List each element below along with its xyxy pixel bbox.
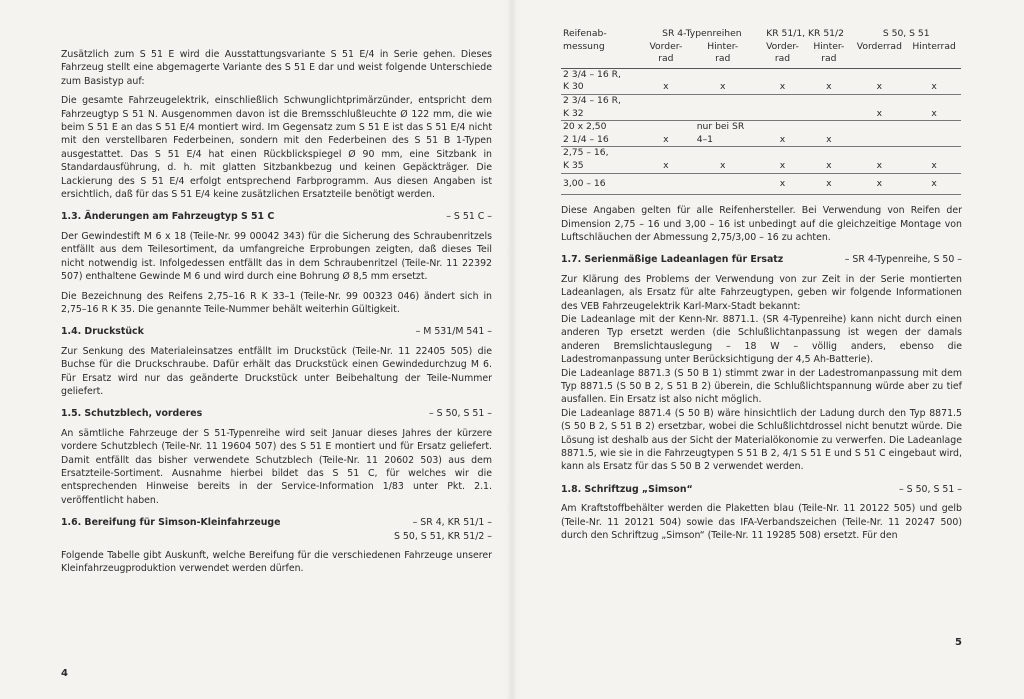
section-title: 1.3. Änderungen am Fahrzeugtyp S 51 C [61, 211, 275, 223]
section-1-6-header [61, 516, 492, 543]
section-1-7-paragraph-3: Die Ladeanlage 8871.3 (S 50 B 1) stimmt zwar in der Ladestromanpassung mit dem Typ 8871.5 (S 50 B 2, S 51 B 2) überein, die Schlußlichtspannung würde aber zu tief ausfallen. Ein Ersatz ist also nicht möglich. [561, 367, 962, 406]
cell-value: x [826, 81, 832, 93]
table-cell [759, 147, 806, 173]
section-1-3-paragraph-2: Die Bezeichnung des Reifens 2,75–16 R K 33–1 (Teile-Nr. 99 00323 046) ändert sich in 2,75–16 R K 35. Die genannte Teile-Nummer behält weiterhin Gültigkeit. [61, 290, 492, 315]
intro-paragraph: Zusätzlich zum S 51 E wird die Ausstattungsvariante S 51 E/4 in Serie gehen. Dieses Fahrzeug stellt eine abgemagerte Variante des S 51 E dar und weist folgende Unterschiede zum Basistyp auf: [61, 49, 492, 87]
cell-value: x [663, 159, 669, 171]
subheader-line: Hinter- [707, 40, 739, 52]
table-row [561, 94, 961, 120]
table-cell [806, 68, 851, 94]
subheader-cell [851, 41, 907, 66]
row-label-line: 20 x 2,50 [563, 121, 607, 133]
table-cell [907, 94, 961, 120]
table-cell [645, 94, 687, 120]
row-label [561, 94, 645, 120]
table-header-cell: messung [563, 40, 605, 52]
section-1-7-paragraph-2: Die Ladeanlage mit der Kenn-Nr. 8871.1. (SR 4-Typenreihe) kann nicht durch einen anderen Typ ersetzt werden (die Schlußlichtanpassung ist wegen der damals anderen Bremslichtauslegung – 18 W – völlig anders, ebenso die Ladestromanpassung unter Berücksichtigung der 4,5 Ah-Batterie). [561, 313, 962, 366]
cell-value: x [779, 81, 786, 93]
section-1-3-paragraph-1: Der Gewindestift M 6 x 18 (Teile-Nr. 99 00042 343) für die Sicherung des Schraubenritzels entfällt aus dem Teilesortiment, da umfangreiche Erprobungen zeigten, daß dieses Teil nicht notwendig ist. Infolgedessen entfällt das in dem Schraubenritzel (Teile-Nr. 11 22392 507) enthaltene Gewinde M 6 und wird durch eine Bohrung Ø 8,5 mm ersetzt. [61, 230, 492, 283]
cell-value: x [876, 159, 883, 171]
tire-table-group-header-row [561, 28, 961, 41]
section-1-5-paragraph: An sämtliche Fahrzeuge der S 51-Typenreihe wird seit Januar dieses Jahres der kürzere vordere Schutzblech (Teile-Nr. 11 19604 507) des S 51 E montiert und für Ersatz geliefert. Damit entfällt das bisher verwendete Schutzblech (Teile-Nr. 11 20602 503) aus dem Ersatzteile-Sortiment. Ausnahme hierbei bildet das S 51 C, für welches wir die entsprechenden Hinweise bereits in der Service-Information 1/83 unter Pkt. 2.1. veröffentlicht haben. [61, 427, 492, 506]
table-row [561, 147, 961, 173]
cell-value: x [663, 133, 669, 145]
section-1-4-header [61, 325, 492, 338]
cell-value: x [720, 81, 726, 93]
section-title: 1.7. Serienmäßige Ladeanlagen für Ersatz [561, 254, 784, 266]
cell-value: nur bei SR 4–1 [696, 121, 745, 145]
table-cell [851, 94, 907, 120]
page-number: 4 [61, 668, 68, 679]
cell-value: x [826, 133, 832, 145]
table-header-cell: Reifenab- [563, 28, 607, 39]
table-cell [851, 68, 907, 94]
tire-table-body [561, 68, 961, 194]
subheader-line: Vorder- [649, 40, 683, 52]
row-label-line: K 32 [563, 107, 584, 119]
table-row [561, 68, 961, 94]
right-page [512, 0, 1024, 699]
table-cell [851, 147, 907, 173]
cell-value: x [876, 81, 883, 93]
table-cell [806, 173, 851, 195]
row-label [561, 147, 645, 173]
section-1-7-paragraph-4: Die Ladeanlage 8871.4 (S 50 B) wäre hinsichtlich der Ladung durch den Typ 8871.5 (S 50 B 2, S 51 B 2) ersetzbar, wobei die Schlußlichtdrossel nicht benutzt würde. Die Lösung ist deshalb aus der Sicht der Materialökonomie zu verwerfen. Die Ladeanlage 8871.5, wie sie in die Fahrzeugtypen S 51 B 2, 4/1 S 51 E und S 51 C eingebaut wird, kann als Ersatz für das S 50 B 2 verwendet werden. [561, 407, 962, 473]
subheader-line: Hinterrad [912, 40, 956, 52]
cell-value: x [826, 159, 832, 171]
cell-value: x [931, 159, 937, 171]
electrics-paragraph: Die gesamte Fahrzeugelektrik, einschließlich Schwunglichtprimärzünder, entspricht dem Fahrzeugtyp S 51 N. Ausgenommen davon ist die Bremsschlußleuchte Ø 122 mm, die wie beim S 51 E an das S 51 E/4 montiert wird. Im Gegensatz zum S 51 E ist das S 51 E/4 nicht mit den verstellbaren Federbeinen, sondern mit den Federbeinen des S 51 B 1-Typen ausgestattet. Das S 51 E/4 hat einen Rückblickspiegel Ø 90 mm, eine Sitzbank in Standardausführung, d. h. mit glatten Sitzbankbezug und keinen Gepäckträger. Die Lackierung des S 51 E/4 erfolgt entsprechend Farbprogramm. Aus diesen Angaben ist ersichtlich, daß für das S 51 E/4 keine zusätzlichen Ersatzteile benötigt werden. [61, 95, 492, 201]
section-models: – SR 4-Typenreihe, S 50 – [844, 254, 962, 266]
subheader-line: rad [715, 53, 731, 65]
subheader-line: Vorderrad [856, 40, 902, 52]
section-models-line-2: S 50, S 51, KR 51/2 – [393, 530, 492, 542]
table-cell [645, 147, 687, 173]
cell-value: x [779, 177, 786, 189]
table-cell [907, 147, 961, 173]
section-title: 1.8. Schriftzug „Simson“ [561, 483, 693, 495]
table-cell [645, 68, 687, 94]
table-cell [759, 121, 806, 147]
subheader-line: rad [658, 53, 674, 65]
row-label-line: K 35 [563, 159, 584, 171]
cell-value: x [931, 81, 937, 93]
section-title: 1.5. Schutzblech, vorderes [61, 408, 203, 420]
section-title: 1.6. Bereifung für Simson-Kleinfahrzeuge [61, 517, 281, 529]
group-header-s50-s51: S 50, S 51 [882, 28, 930, 39]
table-cell [907, 173, 961, 195]
tire-table [561, 28, 961, 195]
cell-value: x [826, 177, 832, 189]
table-cell [645, 121, 687, 147]
section-models: – S 50, S 51 – [898, 483, 962, 495]
table-row [561, 173, 961, 195]
row-label-line: 2 3/4 – 16 R, [563, 68, 621, 80]
tire-table-subheader-row [561, 41, 961, 66]
cell-value: x [779, 133, 786, 145]
row-label-line: K 30 [563, 81, 584, 93]
section-models-line-1: – SR 4, KR 51/1 – [412, 517, 492, 529]
section-1-3-header [61, 210, 492, 223]
cell-value: x [663, 81, 669, 93]
row-label-line: 2 3/4 – 16 R, [563, 94, 621, 106]
section-1-8-header [561, 483, 962, 496]
table-cell [907, 121, 961, 147]
row-label [561, 121, 645, 147]
table-cell [851, 121, 907, 147]
section-title: 1.4. Druckstück [61, 326, 144, 338]
subheader-cell [645, 41, 687, 66]
section-1-7-paragraph-1: Zur Klärung des Problems der Verwendung von zur Zeit in der Serie montierten Ladeanlagen, als Ersatz für alte Fahrzeugtypen, geben wir folgende Informationen des VEB Fahrzeugelektrik Karl-Marx-Stadt bekannt: [561, 273, 962, 312]
section-1-8-paragraph: Am Kraftstoffbehälter werden die Plaketten blau (Teile-Nr. 11 20122 505) und gelb (Teile-Nr. 11 20121 504) sowie das IFA-Verbandszeichen (Teile-Nr. 11 20247 500) durch den Schriftzug „Simson“ (Teile-Nr. 11 19285 508) ersetzt. Für den [561, 503, 962, 542]
subheader-cell [907, 41, 961, 66]
subheader-line: Hinter- [813, 40, 845, 52]
table-cell [759, 94, 806, 120]
group-header-sr4: SR 4-Typenreihen [662, 28, 742, 39]
row-label-line: 2,75 – 16, [563, 147, 609, 159]
cell-value: x [779, 159, 786, 171]
page-number: 5 [955, 637, 962, 648]
table-cell [806, 147, 851, 173]
subheader-cell [687, 41, 759, 66]
table-cell [687, 94, 759, 120]
cell-value: x [876, 107, 883, 119]
row-label [561, 68, 645, 94]
table-cell [759, 173, 806, 195]
table-cell [687, 147, 759, 173]
section-1-5-header [61, 407, 492, 420]
table-cell [907, 68, 961, 94]
subheader-cell [759, 41, 806, 66]
subheader-line: Vorder- [766, 40, 799, 52]
section-models: – S 50, S 51 – [428, 408, 492, 420]
section-1-4-paragraph: Zur Senkung des Materialeinsatzes entfällt im Druckstück (Teile-Nr. 11 22405 505) die Buchse für die Druckschraube. Dafür erhält das Druckstück einen Gewindedurchzug M 6. Für Ersatz wird nur das geänderte Druckstück unter Beibehaltung der Teile-Nummer geliefert. [61, 345, 492, 397]
table-cell [851, 173, 907, 195]
section-1-6-paragraph: Folgende Tabelle gibt Auskunft, welche Bereifung für die verschiedenen Fahrzeuge unserer Kleinfahrzeugproduktion verwendet werden dürfen. [61, 550, 492, 575]
table-cell [645, 173, 687, 195]
table-cell [687, 121, 759, 147]
cell-value: x [931, 107, 937, 119]
table-cell [806, 94, 851, 120]
group-header-kr51: KR 51/1, KR 51/2 [766, 28, 844, 39]
table-note-paragraph: Diese Angaben gelten für alle Reifenhersteller. Bei Verwendung von Reifen der Dimension 2,75 – 16 und 3,00 – 16 ist unbedingt auf die gleichzeitige Montage von Luftschläuchen der Abmessung 2,75/3,00 – 16 zu achten. [561, 205, 962, 243]
cell-value: x [931, 177, 937, 189]
row-label-line: 2 1/4 – 16 [563, 133, 609, 145]
section-models: – M 531/M 541 – [415, 326, 492, 338]
subheader-cell [806, 41, 851, 66]
row-label [561, 173, 645, 195]
section-models [394, 516, 492, 543]
table-cell [687, 68, 759, 94]
subheader-line: rad [821, 53, 837, 65]
table-cell [687, 173, 759, 195]
table-row [561, 121, 961, 147]
table-cell [759, 68, 806, 94]
table-cell [806, 121, 851, 147]
section-1-7-header [561, 253, 962, 266]
cell-value: x [720, 159, 726, 171]
section-models: – S 51 C – [446, 211, 492, 223]
subheader-line: rad [774, 53, 791, 65]
row-label-line: 3,00 – 16 [563, 177, 606, 189]
cell-value: x [876, 177, 883, 189]
